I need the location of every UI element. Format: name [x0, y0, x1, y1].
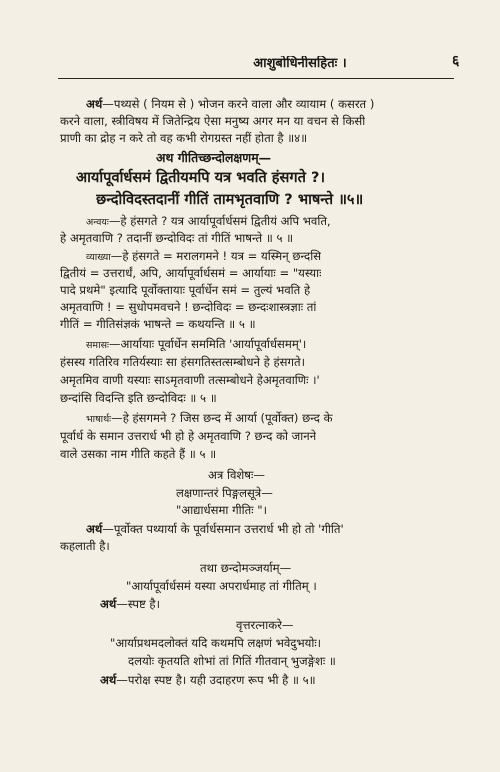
verse-line-2: छन्दोविदस्तदानीं गीतिं तामभृतवाणि ? भाषन्ते ॥५॥: [96, 191, 364, 208]
chhandomanjari-meaning-label: अर्थ: [100, 597, 117, 611]
running-header: आशुबोधिनीसहितः ।: [253, 56, 347, 71]
bhasharth-text: —हे हंसगमने ? जिस छन्द में आर्या (पूर्वोक्त) छन्द के: [111, 411, 333, 425]
vyakhya-line-5: गीतिं = गीतिसंज्ञकं भाषन्ते = कथयन्ति ॥ ५ ॥: [60, 317, 256, 331]
section-heading: अथ गीतिच्छन्दोलक्षणम्—: [156, 150, 272, 165]
bhasharth-line-1: [86, 411, 333, 427]
page-number: ६: [452, 54, 460, 69]
chhandomanjari-meaning-text: —स्पष्ट है।: [116, 597, 160, 611]
vishesh-sutra: "आद्यार्धसमा गीतिः "।: [176, 503, 267, 517]
vrittaratnakar-line-1: "आर्याप्रथमदलोक्तं यदि कथमपि लक्षणं भवेदुभयोः।: [110, 636, 322, 650]
vishesh-meaning-line-2: कहलाती है।: [60, 539, 110, 553]
bhasharth-line-3: वाले उसका नाम गीति कहते हैं ॥ ५ ॥: [60, 447, 217, 461]
vrittaratnakar-meaning-text: —परोक्ष स्पष्ट है। यही उदाहरण रूप भी है ॥ ५॥: [116, 673, 316, 687]
samasa-text: —आर्यायाः पूर्वार्धेन सममिति 'आर्यापूर्वार्धसमम्'।: [108, 337, 307, 351]
samasa-line-4: छन्दांसि विदन्ति इति छन्दोविदः ॥ ५ ॥: [60, 391, 217, 405]
bhasharth-label: भाषार्थः: [86, 414, 112, 425]
vrittaratnakar-meaning: [100, 673, 316, 688]
prev-meaning-line-3: प्राणी का द्रोह न करे तो वह कभी रोगग्रस्त नहीं होता है ॥४॥: [60, 131, 308, 145]
vrittaratnakar-meaning-label: अर्थ: [100, 673, 117, 687]
vishesh-line-1: लक्षणान्तरं पिङ्गलसूत्रे—: [176, 486, 273, 500]
prev-meaning-line-2: करने वाला, स्त्रीविषय में जितेन्द्रिय ऐसा मनुष्य अगर मन या वचन से किसी: [60, 114, 366, 128]
chhandomanjari-quote: "आर्यापूर्वार्धसमं यस्या अपरार्धमाह तां गीतिम् ।: [126, 579, 317, 593]
vyakhya-label: व्याख्या: [86, 252, 111, 263]
prev-meaning-line-1: [86, 97, 374, 112]
bhasharth-line-2: पूर्वार्ध के समान उत्तरार्ध भी हो हे अमृतवाणि ? छन्द को जानने: [60, 429, 317, 443]
vyakhya-line-4: अमृतवाणि ! = सुधोपमवचने ! छन्दोविदः = छन्दःशास्त्रज्ञाः तां: [60, 300, 317, 314]
vishesh-meaning-line-1: [86, 522, 344, 537]
prev-meaning-label: अर्थ: [86, 97, 103, 111]
vishesh-heading: अत्र विशेषः—: [208, 468, 265, 482]
vrittaratnakar-heading: वृत्तरत्नाकरे—: [236, 618, 294, 632]
header-rule: [58, 78, 454, 79]
anvaya-line-1: [86, 214, 331, 230]
verse-line-1: आर्यापूर्वार्धसमं द्वितीयमपि यत्र भवति हंसगते ?।: [76, 169, 325, 186]
chhandomanjari-heading: तथा छन्दोमञ्जर्याम्—: [200, 561, 292, 575]
vishesh-meaning-text: —पूर्वोक्त पथ्यार्या के पूर्वार्धसमान उत्तरार्ध भी हो तो 'गीति': [102, 522, 344, 536]
vyakhya-line-2: द्वितीयं = उत्तरार्धं, अपि, आर्यापूर्वार्धसमं = आर्यायाः = "यस्याः: [60, 266, 322, 280]
samasa-line-1: [86, 337, 306, 353]
vishesh-meaning-label: अर्थ: [86, 522, 103, 536]
chhandomanjari-meaning: [100, 597, 160, 612]
samasa-line-3: अमृतमिव वाणी यस्याः साऽमृतवाणी तत्सम्बोधने हेअमृतवाणिः ।': [60, 373, 320, 387]
prev-meaning-text: —पथ्यसे ( नियम से ) भोजन करने वाला और व्यायाम ( कसरत ): [102, 97, 375, 111]
vrittaratnakar-line-2: दलयोः कृतयति शोभां तां गितिं गीतवान् भुजङ्गेशः ॥: [128, 654, 336, 668]
vyakhya-text: —हे हंसगते = मरालगमने ! यत्र = यस्मिन् छन्दसि: [110, 249, 322, 263]
samasa-label: समासः: [86, 340, 109, 351]
vyakhya-line-1: [86, 249, 321, 265]
anvaya-label: अन्वयः: [86, 217, 109, 228]
anvaya-line-2: हे अमृतवाणि ? तदानीं छन्दोविदः तां गीतिं भाषन्ते ॥ ५ ॥: [60, 231, 294, 245]
anvaya-text: —हे हंसगते ? यत्र आर्यापूर्वार्धसमं द्वितीयं अपि भवति,: [108, 214, 331, 228]
vyakhya-line-3: पादे प्रथमे" इत्यादि पूर्वोक्तायाः पूर्वार्धेन समं = तुल्यं भवति हे: [60, 283, 311, 297]
samasa-line-2: हंसस्य गतिरिव गतिर्यस्याः सा हंसगतिस्तत्सम्बोधने हे हंसगते।: [60, 355, 305, 369]
